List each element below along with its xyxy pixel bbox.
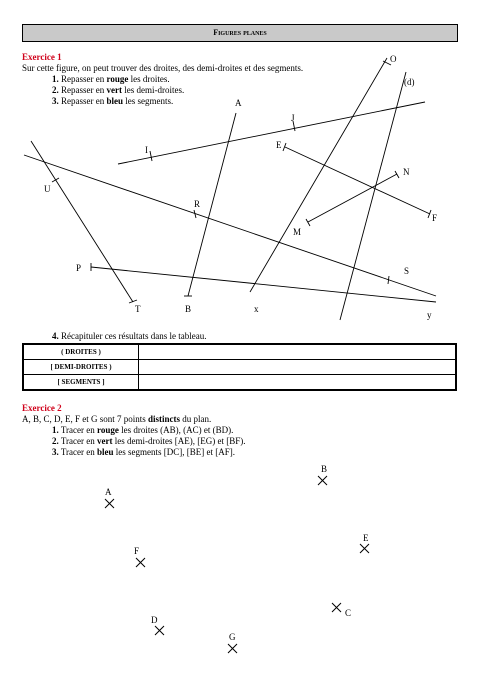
- step-text: Tracer en: [60, 425, 97, 435]
- line-R-y: [24, 155, 436, 296]
- step-number: 3.: [52, 96, 59, 106]
- step-number: 1.: [52, 74, 59, 84]
- step-text: les demi-droites.: [121, 85, 185, 95]
- label-O: O: [390, 54, 397, 64]
- tick-U: [52, 178, 59, 182]
- point-F-label: F: [134, 546, 140, 556]
- tick-S: [388, 276, 389, 284]
- label-P: P: [76, 263, 82, 273]
- step-text: les segments [DC], [BE] et [AF].: [113, 447, 235, 457]
- exercise-2-points: [105, 476, 369, 653]
- step-text: les segments.: [123, 96, 174, 106]
- point-F-cross: [136, 558, 145, 567]
- point-G-label: G: [229, 632, 236, 642]
- exercise-2-step-3: [52, 447, 235, 458]
- answer-cell-droites[interactable]: [139, 344, 457, 360]
- label-F: F: [432, 213, 438, 223]
- answer-cell-segments[interactable]: [139, 375, 457, 391]
- point-D-label: D: [151, 615, 158, 625]
- step-text: Repasser en: [61, 96, 107, 106]
- point-D-cross: [155, 626, 164, 635]
- exercise-1-heading: Exercice 1: [22, 52, 62, 62]
- label-A: A: [235, 98, 242, 108]
- tick-T: [129, 300, 137, 303]
- step-text: Tracer en: [60, 447, 97, 457]
- point-G-cross: [228, 644, 237, 653]
- step-text: les droites.: [128, 74, 170, 84]
- segment-E-F: [285, 147, 430, 214]
- step-color: vert: [97, 436, 113, 446]
- label-N: N: [403, 167, 410, 177]
- exercise-1-intro: Sur cette figure, on peut trouver des droites, des demi-droites et des segments.: [22, 63, 304, 73]
- table-row: [23, 375, 456, 391]
- page-title: Figures planes: [22, 24, 458, 42]
- step-text: Tracer en: [60, 436, 97, 446]
- intro-text: du plan.: [180, 414, 212, 424]
- segment-U-T: [31, 141, 133, 302]
- answer-cell-demi-droites[interactable]: [139, 360, 457, 375]
- step-number: 3.: [52, 447, 59, 457]
- step-color: rouge: [106, 74, 129, 84]
- step-text: Récapituler ces résultats dans le tableau.: [58, 331, 207, 341]
- row-label-segments: [ SEGMENTS ]: [23, 375, 139, 391]
- tick-I: [150, 151, 152, 161]
- label-U: U: [44, 184, 51, 194]
- label-T: T: [135, 304, 141, 314]
- table-row: [23, 344, 456, 360]
- exercise-2-intro: [22, 414, 211, 425]
- row-label-droites: ( DROITES ): [23, 344, 139, 360]
- step-color: rouge: [97, 425, 119, 435]
- line-I-J: [118, 102, 425, 164]
- table-row: [23, 360, 456, 375]
- label-S: S: [404, 266, 410, 276]
- intro-text: A, B, C, D, E, F et G sont 7 points: [22, 414, 149, 424]
- step-text: Repasser en: [61, 74, 107, 84]
- label-R: R: [194, 199, 201, 209]
- label-d: (d): [404, 77, 415, 87]
- point-C-cross: [332, 603, 341, 612]
- point-A-cross: [105, 499, 114, 508]
- step-number: 4.: [52, 331, 59, 341]
- step-number: 2.: [52, 436, 59, 446]
- step-number: 2.: [52, 85, 59, 95]
- exercise-2-heading: Exercice 2: [22, 403, 62, 413]
- exercise-1-step-4: [52, 331, 206, 342]
- tick-F: [428, 210, 431, 218]
- label-J: J: [291, 113, 295, 123]
- label-B: B: [185, 304, 192, 314]
- step-text: les droites (AB), (AC) et (BD).: [118, 425, 234, 435]
- step-number: 1.: [52, 425, 59, 435]
- step-text: Repasser en: [61, 85, 107, 95]
- point-E-cross: [360, 544, 369, 553]
- label-E: E: [276, 140, 282, 150]
- step-color: bleu: [97, 447, 114, 457]
- point-B-cross: [318, 476, 327, 485]
- label-I: I: [145, 145, 148, 155]
- label-y: y: [427, 310, 432, 320]
- point-E-label: E: [363, 533, 369, 543]
- exercise-2-step-2: [52, 436, 245, 447]
- tick-M: [306, 219, 310, 226]
- line-O-x: [250, 58, 387, 292]
- point-B-label: B: [321, 464, 328, 474]
- step-color: vert: [106, 85, 122, 95]
- step-text: les demi-droites [AE), [EG) et [BF).: [112, 436, 246, 446]
- step-color: bleu: [106, 96, 123, 106]
- point-A-label: A: [105, 487, 112, 497]
- label-x: x: [254, 304, 259, 314]
- row-label-demi-droites: [ DEMI-DROITES ): [23, 360, 139, 375]
- ray-P-S: [91, 267, 436, 302]
- exercise-2-step-1: [52, 425, 233, 436]
- recap-table: [22, 343, 457, 391]
- point-C-label: C: [345, 608, 352, 618]
- segment-M-N: [308, 174, 397, 222]
- intro-bold: distincts: [148, 414, 181, 424]
- label-M: M: [293, 227, 302, 237]
